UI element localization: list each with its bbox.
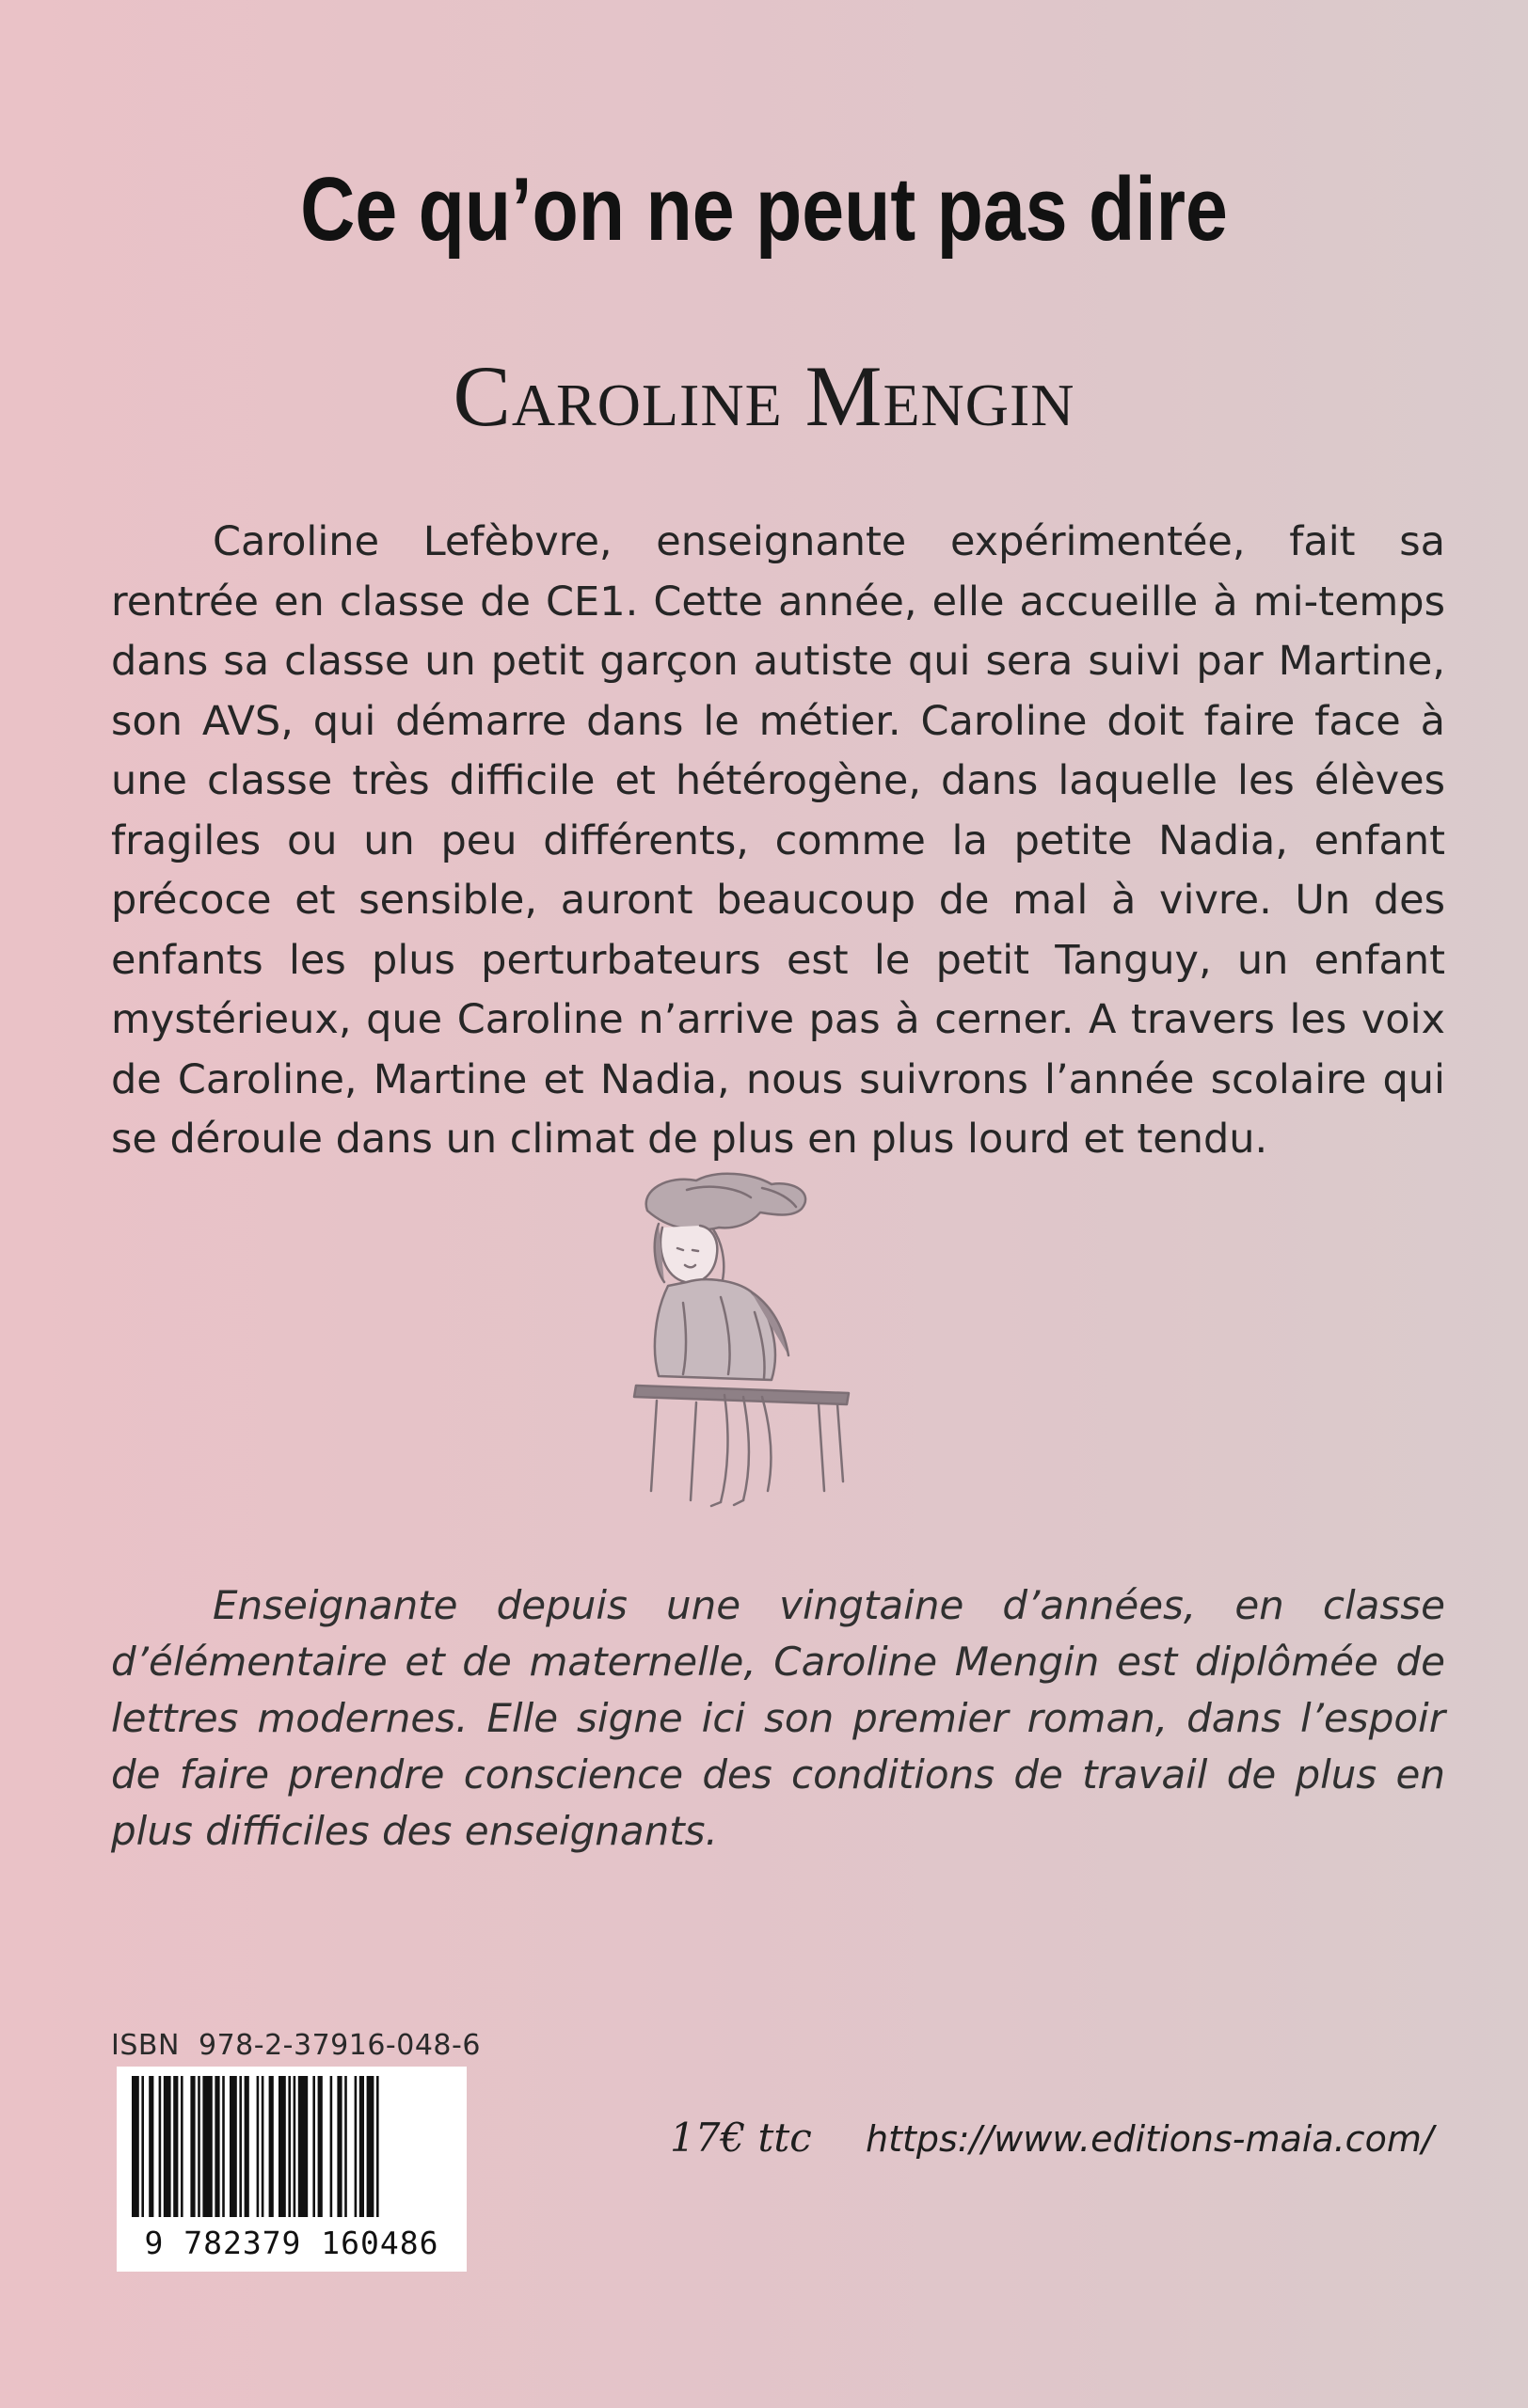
barcode-bar	[298, 2076, 308, 2217]
barcode-bar	[262, 2076, 264, 2217]
barcode-bar	[239, 2076, 242, 2217]
isbn-label: ISBN 978-2-37916-048-6	[111, 2029, 481, 2062]
barcode-bar	[294, 2076, 296, 2217]
girl-sitting-on-bench-sketch-icon	[630, 1171, 856, 1510]
barcode-bar	[269, 2076, 274, 2217]
barcode-bar	[149, 2076, 153, 2217]
barcode-bar	[190, 2076, 195, 2217]
ean13-barcode-icon	[117, 2067, 467, 2272]
barcode-bar	[257, 2076, 260, 2217]
barcode-bar	[355, 2076, 358, 2217]
barcode-bar	[181, 2076, 183, 2217]
barcode-bar	[173, 2076, 178, 2217]
author-name: Caroline Mengin	[453, 348, 1075, 444]
barcode-bar	[367, 2076, 374, 2217]
barcode-bar	[279, 2076, 286, 2217]
price: 17€ ttc	[670, 2115, 812, 2161]
synopsis-text: Caroline Lefèbvre, enseignante expérimentée, fait sa rentrée en classe de CE1. Cette année, elle accueille à mi-temps dans sa classe un petit garçon autiste qui sera suivi par Martine, son AVS, qui démarre dans le métier. Caroline doit faire face à une classe très difficile et hétérogène, dans laquelle les élèves fragiles ou un peu différents, comme la petite Nadia, enfant précoce et sensible, auront beaucoup de mal à vivre. Un des enfants les plus perturbateurs est le petit Tanguy, un enfant mystérieux, que Caroline n’arrive pas à cerner. A travers les voix de Caroline, Martine et Nadia, nous suivrons l’année scolaire qui se déroule dans un climat de plus en plus lourd et tendu.	[111, 518, 1445, 1163]
barcode-bar	[245, 2076, 249, 2217]
barcode-bar	[318, 2076, 323, 2217]
book-title: Ce qu’on ne peut pas dire	[300, 159, 1228, 260]
barcode-number: 9 782379 160486	[144, 2225, 439, 2261]
barcode-bar	[132, 2076, 139, 2217]
barcode-bar	[159, 2076, 162, 2217]
author-bio: Enseignante depuis une vingtaine d’années, en classe d’élémentaire et de maternelle, Caroline Mengin est diplômée de lettres modernes. Elle signe ici son premier roman, dans l’espoir de faire prendre conscience des conditions de travail de plus en plus difficiles des enseignants.	[111, 1582, 1445, 1854]
barcode-bar	[141, 2076, 144, 2217]
barcode-bar	[312, 2076, 315, 2217]
barcode-bar	[202, 2076, 212, 2217]
barcode-bar	[230, 2076, 237, 2217]
barcode-bar	[215, 2076, 219, 2217]
barcode-bar	[359, 2076, 364, 2217]
barcode-bar	[337, 2076, 342, 2217]
barcode-bar	[288, 2076, 291, 2217]
barcode-bar	[330, 2076, 333, 2217]
barcode-bar	[198, 2076, 200, 2217]
barcode-bar	[344, 2076, 347, 2217]
barcode-bar	[164, 2076, 171, 2217]
barcode-bar	[222, 2076, 225, 2217]
barcode-bar	[376, 2076, 379, 2217]
publisher-website: https://www.editions-maia.com/	[866, 2118, 1434, 2160]
